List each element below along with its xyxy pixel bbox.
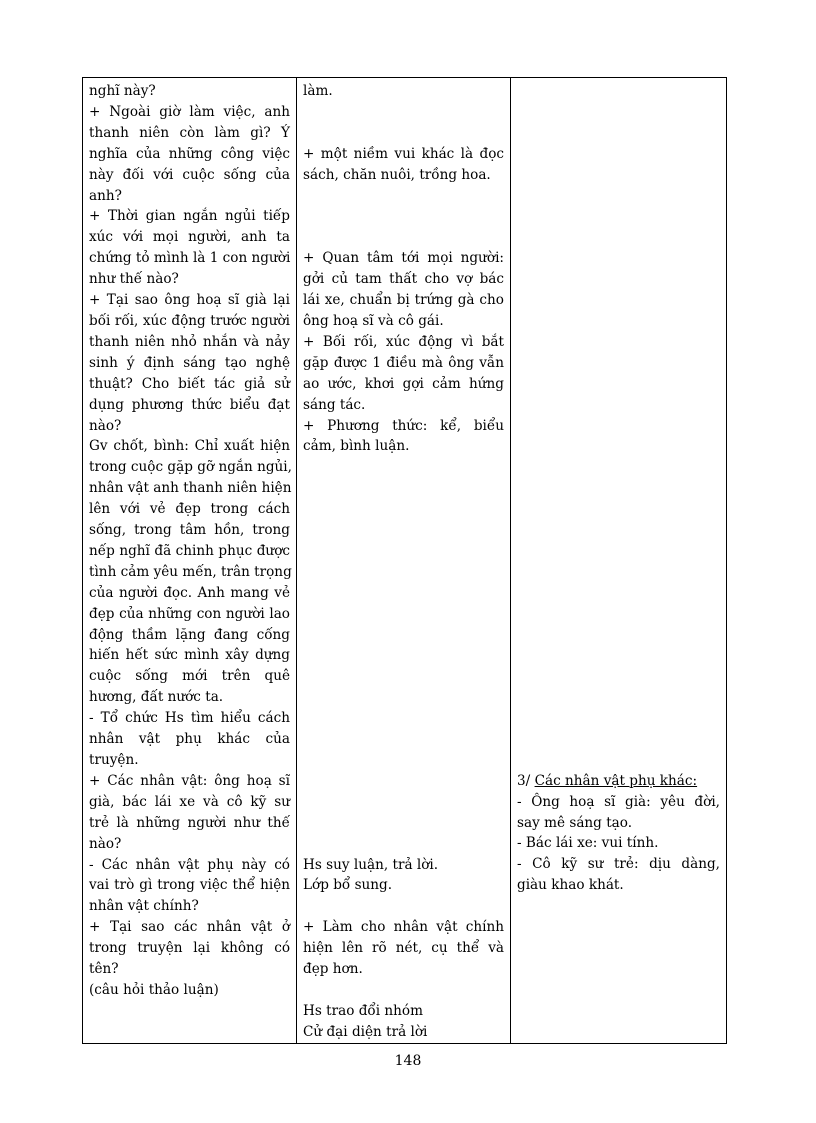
text-line: đẹp hơn. [303,961,363,978]
text-line: trong truyện lại không có [89,940,290,957]
content-lines [517,792,720,897]
teacher-activity-text [89,81,290,1001]
blank-line [303,813,504,834]
student-activity-text [303,81,504,1043]
section-heading-number: 3/ [517,772,535,789]
text-line: nhân vật chính? [89,898,199,915]
text-line: cảm, bình luận. [303,438,410,455]
content-text [517,81,720,896]
blank-line [303,687,504,708]
blank-line [303,457,504,478]
text-line: + Bối rối, xúc động vì bắt [303,333,504,350]
text-line: - Bác lái xe: vui tính. [517,835,659,852]
blank-line [303,708,504,729]
blank-line [303,750,504,771]
blank-line [303,499,504,520]
blank-line [303,980,504,1001]
text-line: hiến hết sức mình xây dựng [89,647,290,664]
text-line: nào? [89,417,122,434]
blank-line [303,583,504,604]
blank-line [303,102,504,123]
page-number: 148 [394,1053,422,1069]
text-line: + một niềm vui khác là đọc [303,145,504,162]
text-line: sống, trong tâm hồn, trong [89,522,290,539]
text-line: + Thời gian ngắn ngủi tiếp [89,208,290,225]
text-line: của người đọc. Anh mang vẻ [89,584,290,601]
text-line: tên? [89,961,119,978]
text-line: + Phương thức: kể, biểu [303,417,504,434]
text-line: truyện. [89,752,139,768]
blank-line [303,792,504,813]
text-line: nào? [89,835,122,852]
text-line: sách, chăn nuôi, trồng hoa. [303,166,491,183]
blank-line [303,520,504,541]
text-line: vai trò gì trong việc thể hiện [89,877,290,894]
text-line: giàu khao khát. [517,877,624,894]
text-line: lên với vẻ đẹp trong cách [89,501,290,518]
content-spacer [517,81,720,771]
text-line: gởi củ tam thất cho vợ bác [303,271,504,288]
text-line: + Quan tâm tới mọi người: [303,250,504,267]
text-line: xúc với mọi người, anh ta [89,229,290,246]
text-line: (câu hỏi thảo luận) [89,981,219,998]
text-line: đẹp của những con người lao [89,605,290,622]
blank-line [303,625,504,646]
text-line: - Cô kỹ sư trẻ: dịu dàng, [517,856,720,873]
text-line: Cử đại diện trả lời [303,1023,428,1040]
table-row [83,78,727,1044]
blank-line [303,227,504,248]
teacher-activity-cell [83,78,297,1044]
text-line: Hs trao đổi nhóm [303,1002,423,1019]
text-line: nhân vật phụ khác của [89,731,290,748]
blank-line [303,541,504,562]
student-activity-cell [297,78,511,1044]
text-line: hiện lên rõ nét, cụ thể và [303,940,504,957]
text-line: sáng tác. [303,396,366,413]
section-heading-title: Các nhân vật phụ khác: [534,772,698,789]
text-line: - Tổ chức Hs tìm hiểu cách [89,710,290,727]
text-line: làm. [303,83,333,99]
blank-line [303,604,504,625]
text-line: bối rối, xúc động trước người [89,312,290,329]
text-line: trẻ là những người như thế [89,814,290,831]
text-line: + Tại sao ông hoạ sĩ già lại [89,292,290,309]
text-line: ao ước, khơi gợi cảm hứng [303,375,504,392]
text-line: động thầm lặng đang cống [89,626,290,643]
text-line: thanh niên còn làm gì? Ý [89,124,290,141]
text-line: - Các nhân vật phụ này có [89,856,290,873]
blank-line [303,771,504,792]
text-line: - Ông hoạ sĩ già: yêu đời, [517,793,720,810]
text-line: anh? [89,187,122,204]
text-line: say mê sáng tạo. [517,814,633,831]
text-line: nghĩ này? [89,83,156,99]
blank-line [303,666,504,687]
text-line: như thế nào? [89,271,179,288]
text-line: nhân vật anh thanh niên hiện [89,480,292,497]
text-line: + Các nhân vật: ông hoạ sĩ [89,772,290,789]
text-line: thanh niên nhỏ nhắn và nảy [89,333,290,350]
text-line: tình cảm yêu mến, trân trọng [89,563,292,580]
section-heading [517,771,720,792]
lesson-table [82,77,727,1044]
text-line: hương, đất nước ta. [89,689,224,706]
text-line: + Làm cho nhân vật chính [303,919,504,936]
text-line: nếp nghĩ đã chinh phục được [89,542,290,559]
text-line: ông hoạ sĩ và cô gái. [303,312,444,329]
text-line: thuật? Cho biết tác giả sử [89,375,290,392]
text-line: dụng phương thức biểu đạt [89,396,290,413]
blank-line [303,478,504,499]
text-line: Gv chốt, bình: Chỉ xuất hiện [89,438,290,455]
text-line: chứng tỏ mình là 1 con người [89,250,291,267]
blank-line [303,896,504,917]
text-line: sinh ý định sáng tạo nghệ [89,354,290,371]
blank-line [303,562,504,583]
text-line: cuộc sống mới trên quê [89,668,290,685]
blank-line [303,834,504,855]
text-line: lái xe, chuẩn bị trứng gà cho [303,292,504,309]
text-line: trong cuộc gặp gỡ ngắn ngủi, [89,459,292,476]
text-line: già, bác lái xe và cô kỹ sư [89,793,290,810]
blank-line [303,123,504,144]
text-line: nghĩa của những công việc [89,145,290,162]
text-line: + Ngoài giờ làm việc, anh [89,103,290,120]
blank-line [303,729,504,750]
text-line: này đối với cuộc sống của [89,166,290,183]
blank-line [303,645,504,666]
content-cell [511,78,727,1044]
text-line: gặp được 1 điều mà ông vẫn [303,354,504,371]
blank-line [303,206,504,227]
text-line: Hs suy luận, trả lời. [303,856,439,873]
text-line: Lớp bổ sung. [303,877,393,894]
text-line: + Tại sao các nhân vật ở [89,919,290,936]
blank-line [303,186,504,207]
